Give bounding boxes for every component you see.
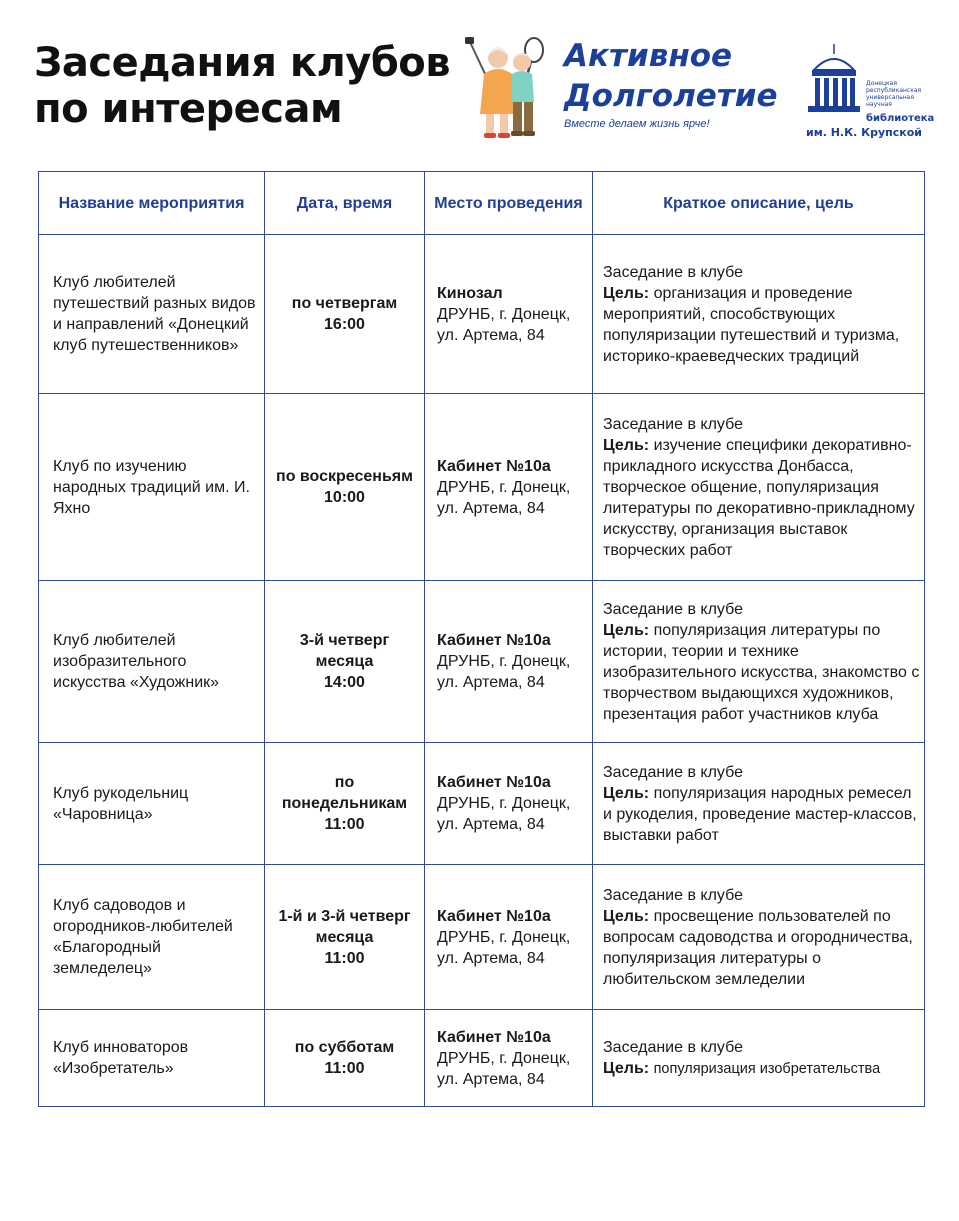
goal-text: популяризация изобретательства <box>653 1060 881 1077</box>
table-row <box>39 865 925 1010</box>
place-org: ДРУНБ, г. Донецк, <box>437 653 571 670</box>
page-title-line-2: по интересам <box>34 86 343 132</box>
place-address: ул. Артема, 84 <box>437 816 545 833</box>
datetime-line: 1-й и 3-й четверг <box>278 907 411 925</box>
description-title: Заседание в клубе <box>603 886 743 904</box>
event-place <box>425 581 593 743</box>
goal-label: Цель: <box>603 784 650 802</box>
event-name: Клуб садоводов и огородников-любителей «Благородный земледелец» <box>39 865 265 1010</box>
library-small-caption <box>866 80 930 108</box>
description-goal <box>603 283 920 367</box>
library-caption-line: универсальная <box>866 94 914 101</box>
table-row <box>39 394 925 581</box>
place-room: Кабинет №10а <box>437 774 551 791</box>
goal-label: Цель: <box>603 284 650 302</box>
library-building-icon <box>806 44 862 116</box>
description-title: Заседание в клубе <box>603 1038 743 1056</box>
page-title <box>34 40 450 132</box>
datetime-line: месяца <box>315 653 374 670</box>
description-title: Заседание в клубе <box>603 600 743 618</box>
place-org: ДРУНБ, г. Донецк, <box>437 478 571 496</box>
datetime-line: понедельникам <box>281 795 408 812</box>
goal-text: популяризация народных ремесел и рукоделия, проведение мастер-классов, выставки работ <box>603 784 917 844</box>
place-address: ул. Артема, 84 <box>437 499 545 517</box>
place-org: ДРУНБ, г. Донецк, <box>437 795 571 812</box>
event-name: Клуб рукодельниц «Чаровница» <box>39 743 265 865</box>
event-description <box>593 865 925 1010</box>
logo-active-word: Активное <box>564 38 733 74</box>
page-title-line-1: Заседания клубов <box>34 40 451 86</box>
active-longevity-logo <box>462 36 782 146</box>
place-org: ДРУНБ, г. Донецк, <box>437 1049 571 1067</box>
datetime-line: 11:00 <box>324 949 365 967</box>
event-place <box>425 865 593 1010</box>
datetime-line: месяца <box>315 928 374 946</box>
event-place <box>425 1010 593 1107</box>
place-address: ул. Артема, 84 <box>437 326 545 344</box>
event-description <box>593 743 925 865</box>
table-row <box>39 1010 925 1107</box>
library-logo <box>806 44 935 144</box>
goal-text: популяризация литературы по истории, теории и технике изобразительного искусства, знакомство с творчеством выдающихся художников, презентация работ участников клуба <box>603 621 920 723</box>
description-goal <box>603 620 920 725</box>
datetime-line: 14:00 <box>324 674 365 691</box>
place-room: Кабинет №10а <box>437 457 551 475</box>
datetime-line: по <box>334 774 355 791</box>
description-goal <box>603 906 920 990</box>
event-name: Клуб по изучению народных традиций им. И. Яхно <box>39 394 265 581</box>
event-description <box>593 235 925 394</box>
place-org: ДРУНБ, г. Донецк, <box>437 305 571 323</box>
goal-text: изучение специфики декоративно-прикладного искусства Донбасса, творческое общение, популяризация литературы по декоративно-прикладному искусству, организация выставок творческих работ <box>603 436 915 559</box>
description-goal <box>603 1058 920 1080</box>
event-datetime <box>265 394 425 581</box>
library-word: библиотека <box>866 113 935 124</box>
place-address: ул. Артема, 84 <box>437 1070 545 1088</box>
event-place <box>425 235 593 394</box>
goal-label: Цель: <box>603 1059 650 1077</box>
datetime-line: 16:00 <box>324 316 365 333</box>
club-schedule-table <box>38 171 925 1107</box>
table-row <box>39 743 925 865</box>
place-room: Кабинет №10а <box>437 632 551 649</box>
event-description <box>593 1010 925 1107</box>
goal-label: Цель: <box>603 436 650 454</box>
event-name: Клуб инноваторов «Изобретатель» <box>39 1010 265 1107</box>
datetime-line: 10:00 <box>324 489 365 506</box>
place-room: Кабинет №10а <box>437 1028 551 1046</box>
library-name: им. Н.К. Крупской <box>806 126 922 139</box>
datetime-line: 11:00 <box>324 1060 365 1077</box>
place-address: ул. Артема, 84 <box>437 674 545 691</box>
goal-label: Цель: <box>603 621 650 639</box>
place-room: Кинозал <box>437 284 503 302</box>
datetime-line: 3-й четверг <box>299 632 390 649</box>
event-name: Клуб любителей путешествий разных видов и направлений «Донецкий клуб путешественников» <box>39 235 265 394</box>
table-header-row <box>39 172 925 235</box>
header-event: Название мероприятия <box>39 172 265 235</box>
header-place: Место проведения <box>425 172 593 235</box>
place-room: Кабинет №10а <box>437 907 551 925</box>
logo-tagline: Вместе делаем жизнь ярче! <box>564 118 710 130</box>
table-row <box>39 235 925 394</box>
datetime-line: по четвергам <box>291 295 398 312</box>
library-caption-line: Донецкая <box>866 80 897 87</box>
event-name: Клуб любителей изобразительного искусства «Художник» <box>39 581 265 743</box>
event-datetime <box>265 235 425 394</box>
description-title: Заседание в клубе <box>603 415 743 433</box>
datetime-line: по воскресеньям <box>276 468 413 485</box>
description-title: Заседание в клубе <box>603 263 743 281</box>
logo-longevity-word: Долголетие <box>564 78 778 114</box>
event-description <box>593 394 925 581</box>
library-caption-line: республиканская <box>866 87 922 94</box>
event-place <box>425 743 593 865</box>
event-datetime <box>265 743 425 865</box>
goal-label: Цель: <box>603 907 650 925</box>
event-datetime <box>265 865 425 1010</box>
library-caption-line: научная <box>866 101 892 108</box>
event-datetime <box>265 1010 425 1107</box>
datetime-line: 11:00 <box>324 816 365 833</box>
goal-text: организация и проведение мероприятий, способствующих популяризации путешествий и туризма, историко-краеведческих традиций <box>603 284 900 365</box>
header-description: Краткое описание, цель <box>593 172 925 235</box>
place-org: ДРУНБ, г. Донецк, <box>437 928 571 946</box>
event-datetime <box>265 581 425 743</box>
header-datetime: Дата, время <box>265 172 425 235</box>
place-address: ул. Артема, 84 <box>437 949 545 967</box>
event-place <box>425 394 593 581</box>
event-description <box>593 581 925 743</box>
elderly-couple-illustration-icon <box>462 36 554 140</box>
table-row <box>39 581 925 743</box>
description-goal <box>603 435 920 561</box>
datetime-line: по субботам <box>294 1039 395 1056</box>
description-goal <box>603 783 920 846</box>
description-title: Заседание в клубе <box>603 763 743 781</box>
goal-text: просвещение пользователей по вопросам садоводства и огородничества, популяризация литературы о любительском земледелии <box>603 907 913 988</box>
